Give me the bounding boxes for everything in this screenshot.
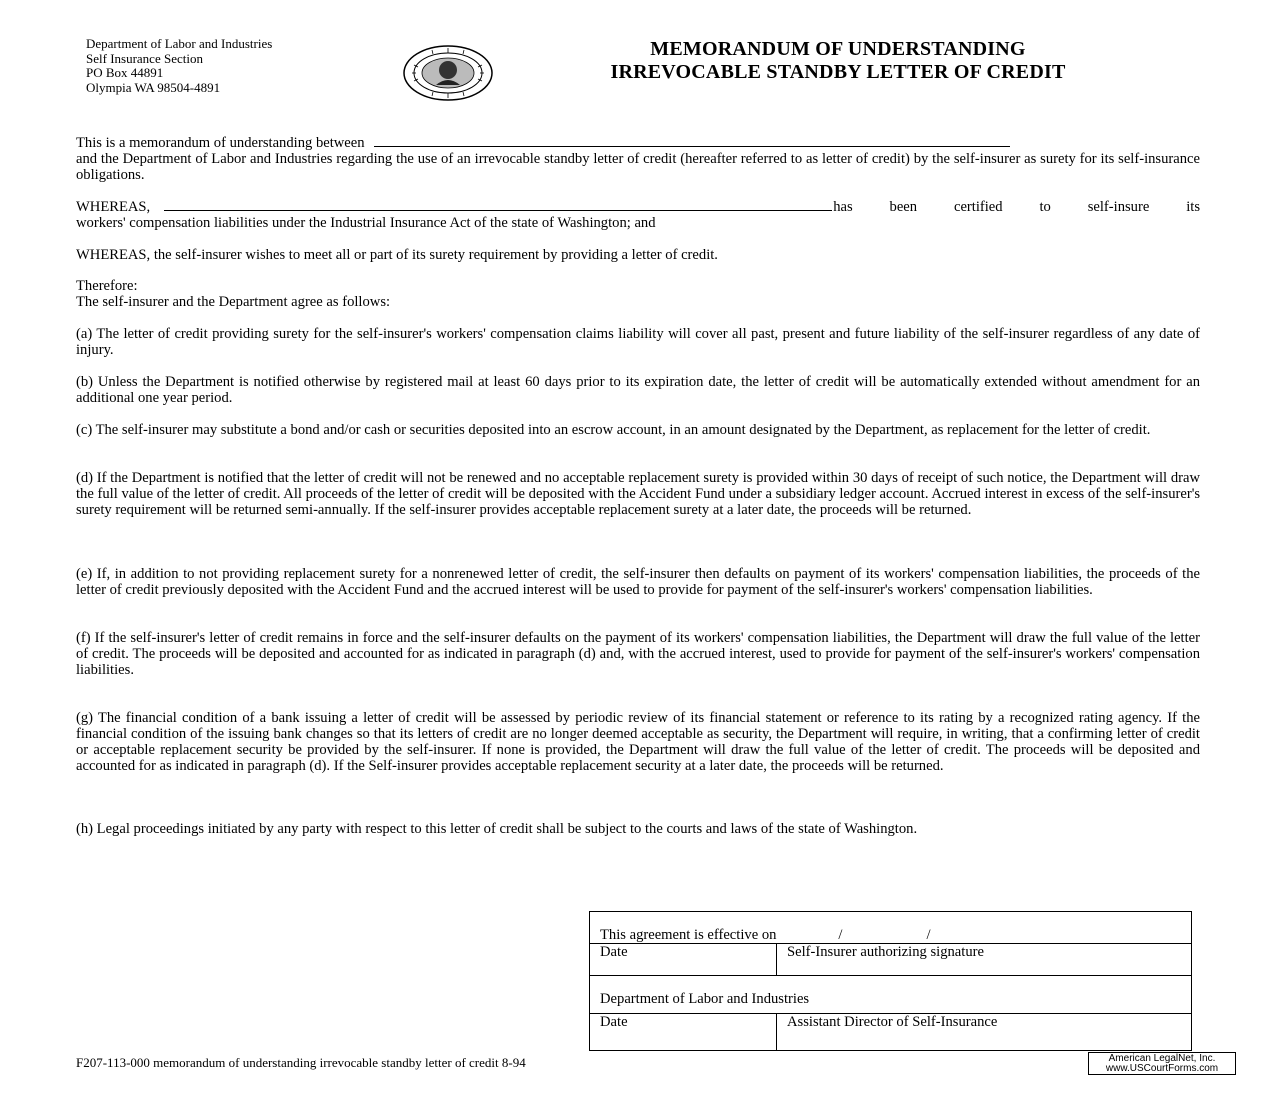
intro-rest: and the Department of Labor and Industries regarding the use of an irrevocable standby letter of credit (hereafter referred to as letter of credit) by the self-insurer as surety for its self-insurance obligations.	[76, 151, 1200, 183]
publisher-badge[interactable]	[1088, 1052, 1236, 1075]
title-line-1: MEMORANDUM OF UNDERSTANDING	[650, 38, 1026, 60]
director-date-cell[interactable]	[590, 1014, 777, 1051]
whereas-1-rest: workers' compensation liabilities under the Industrial Insurance Act of the state of Washington; and	[76, 215, 656, 231]
date-slash-2: /	[926, 927, 931, 943]
therefore-block	[76, 278, 1200, 310]
agency-name: Department of Labor and Industries	[86, 36, 273, 51]
agency-po-box: PO Box 44891	[86, 65, 164, 80]
party-name-blank[interactable]	[374, 135, 1010, 147]
date-slash-1: /	[838, 927, 843, 943]
self-insurer-name-blank[interactable]	[164, 199, 832, 211]
intro-lead: This is a memorandum of understanding between	[76, 135, 365, 151]
clause-g: (g) The financial condition of a bank issuing a letter of credit will be assessed by periodic review of its financial statement or reference to its rating by a recognized rating agency. If the financial condition of the issuing bank changes so that its letters of credit are no longer deemed acceptable as security, the Department will require, in writing, that a confirming letter of credit or acceptable replacement security be provided by the self-insurer. If none is provided, the Department will draw the full value of the letter of credit. The proceeds will be deposited and accounted for as indicated in paragraph (d). If the Self-insurer provides acceptable replacement security at a later date, the proceeds will be returned.	[76, 710, 1200, 774]
whereas-1	[76, 199, 1200, 231]
director-signature-cell[interactable]	[777, 1014, 1192, 1051]
clause-b: (b) Unless the Department is notified otherwise by registered mail at least 60 days prior to its expiration date, the letter of credit will be automatically extended without amendment for an additional one year period.	[76, 374, 1200, 406]
clause-e: (e) If, in addition to not providing replacement surety for a nonrenewed letter of credit, the self-insurer then defaults on payment of its workers' compensation liabilities, the proceeds of the letter of credit previously deposited with the Accident Fund and the accrued interest will be used to provide for payment of the self-insurer's workers' compensation liabilities.	[76, 566, 1200, 598]
date-label: Date	[600, 944, 628, 960]
whereas-2: WHEREAS, the self-insurer wishes to meet all or part of its surety requirement by providing a letter of credit.	[76, 247, 718, 263]
agreement-table	[589, 911, 1192, 1051]
department-cell	[590, 976, 1192, 1014]
agency-section: Self Insurance Section	[86, 50, 203, 66]
director-signature-row	[590, 1014, 1192, 1051]
self-insurer-signature-row	[590, 944, 1192, 976]
self-insurer-signature-cell[interactable]	[777, 944, 1192, 976]
whereas-1-tail: has been certified to self-insure its	[833, 199, 1200, 215]
clause-a: (a) The letter of credit providing surety for the self-insurer's workers' compensation claims liability will cover all past, present and future liability of the self-insurer regardless of any date of injury.	[76, 326, 1200, 358]
state-seal-icon	[402, 45, 494, 101]
date-label: Date	[600, 1014, 628, 1030]
intro-paragraph	[76, 135, 1200, 183]
title-line-2: IRREVOCABLE STANDBY LETTER OF CREDIT	[610, 61, 1066, 83]
effective-date-label: This agreement is effective on	[600, 927, 777, 943]
self-insurer-signature-label: Self-Insurer authorizing signature	[787, 944, 984, 960]
clause-d: (d) If the Department is notified that the letter of credit will not be renewed and no acceptable replacement surety is provided within 30 days of receipt of such notice, the Department will draw the full value of the letter of credit. All proceeds of the letter of credit will be deposited with the Accident Fund under a subsidiary ledger account. Accrued interest in excess of the self-insurer's surety requirement will be returned semi-annually. If the self-insurer provides acceptable replacement surety at a later date, the proceeds will be returned.	[76, 470, 1200, 518]
department-row	[590, 976, 1192, 1014]
clause-f: (f) If the self-insurer's letter of credit remains in force and the self-insurer defaults on the payment of its workers' compensation liabilities, the Department will draw the full value of the letter of credit. The proceeds will be deposited and accounted for as indicated in paragraph (d) and, with the accrued interest, used to provide for payment of the self-insurer's workers' compensation liabilities.	[76, 630, 1200, 678]
clause-c: (c) The self-insurer may substitute a bond and/or cash or securities deposited into an escrow account, in an amount designated by the Department, as replacement for the letter of credit.	[76, 422, 1151, 438]
whereas-1-lead: WHEREAS,	[76, 199, 151, 215]
self-insurer-date-cell[interactable]	[590, 944, 777, 976]
document-title	[500, 38, 1176, 84]
publisher-url: www.USCourtForms.com	[1105, 1063, 1219, 1074]
department-label: Department of Labor and Industries	[600, 991, 810, 1007]
therefore-label: Therefore:	[76, 278, 138, 294]
agency-address	[86, 37, 272, 95]
effective-date-row	[590, 912, 1192, 944]
clause-h: (h) Legal proceedings initiated by any party with respect to this letter of credit shall be subject to the courts and laws of the state of Washington.	[76, 821, 918, 837]
form-footer: F207-113-000 memorandum of understanding irrevocable standby letter of credit 8-94	[76, 1055, 526, 1070]
assistant-director-label: Assistant Director of Self-Insurance	[787, 1014, 998, 1030]
effective-date-cell[interactable]	[590, 912, 1192, 944]
agency-city: Olympia WA 98504-4891	[86, 79, 221, 95]
publisher-name: American LegalNet, Inc.	[1108, 1053, 1216, 1064]
agree-intro: The self-insurer and the Department agree as follows:	[76, 294, 391, 310]
